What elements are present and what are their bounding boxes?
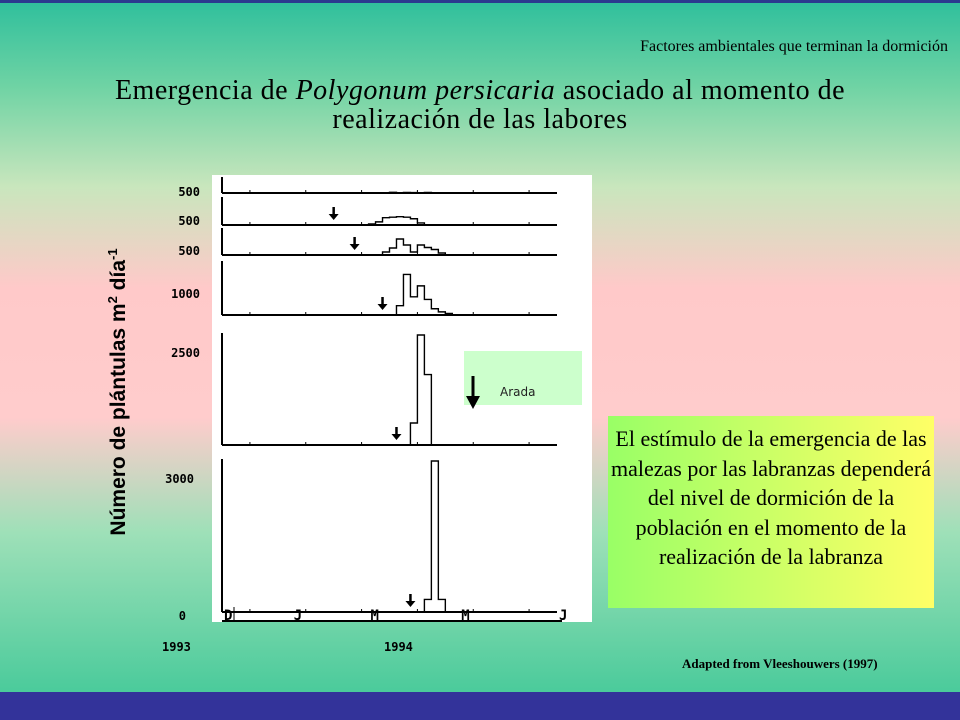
zero-label: 0: [178, 609, 186, 623]
title-line2: realización de las labores: [332, 104, 628, 135]
panel4-tillage-arrow-head: [378, 304, 388, 310]
panel5-ymax-label: 2500: [171, 346, 200, 360]
panel5-emergence-line: [410, 335, 431, 445]
y-axis-label-mid: día: [107, 259, 130, 297]
panel2-ymax-label: 500: [178, 214, 200, 228]
panel5-tillage-arrow-head: [391, 434, 401, 440]
panel6-emergence-line: [424, 461, 445, 612]
y-axis-label: [105, 248, 131, 535]
title-part1: Emergencia de: [114, 75, 296, 106]
y-axis-label-sup1: 2: [105, 296, 120, 304]
panel3-tillage-arrow-head: [350, 244, 360, 250]
panel4-ymax-label: 1000: [171, 287, 200, 301]
section-title: Factores ambientales que terminan la dormición: [640, 38, 948, 55]
y-axis-label-text: Número de plántulas m: [107, 303, 130, 536]
panel1-ymax-label: 500: [178, 185, 200, 199]
title-part2: asociado al momento de: [555, 75, 846, 106]
slide-title: [40, 76, 920, 134]
panel4-emergence-line: [396, 274, 452, 315]
panel3-emergence-line: [383, 239, 446, 255]
source-citation: Adapted from Vleeshouwers (1997): [682, 656, 878, 671]
arrow-down-icon: [466, 376, 480, 410]
note-box: [608, 416, 934, 608]
title-species: Polygonum persicaria: [295, 75, 556, 106]
legend-label: Arada: [500, 385, 536, 399]
panel1-emergence-line: [383, 192, 439, 193]
year-label-1993: 1993: [162, 640, 191, 654]
panel2-tillage-arrow-head: [329, 214, 339, 220]
panel3-ymax-label: 500: [178, 244, 200, 258]
top-bar: [0, 0, 960, 3]
note-text: El estímulo de la emergencia de las malezas por las labranzas dependerá del nivel de dormición de la población en el momento de la realización de la labranza: [610, 426, 932, 569]
panel2-emergence-line: [369, 217, 425, 225]
month-label-3: M: [461, 608, 470, 622]
year-label-1994: 1994: [384, 640, 413, 654]
bottom-bar: [0, 692, 960, 720]
month-label-0: D: [223, 608, 233, 622]
month-label-4: J: [558, 608, 568, 622]
panel6-ymax-label: 3000: [165, 472, 194, 486]
panel6-tillage-arrow-head: [405, 601, 415, 607]
y-axis-label-sup2: -1: [105, 248, 120, 260]
month-label-2: M: [370, 608, 379, 622]
month-label-1: J: [293, 608, 303, 622]
